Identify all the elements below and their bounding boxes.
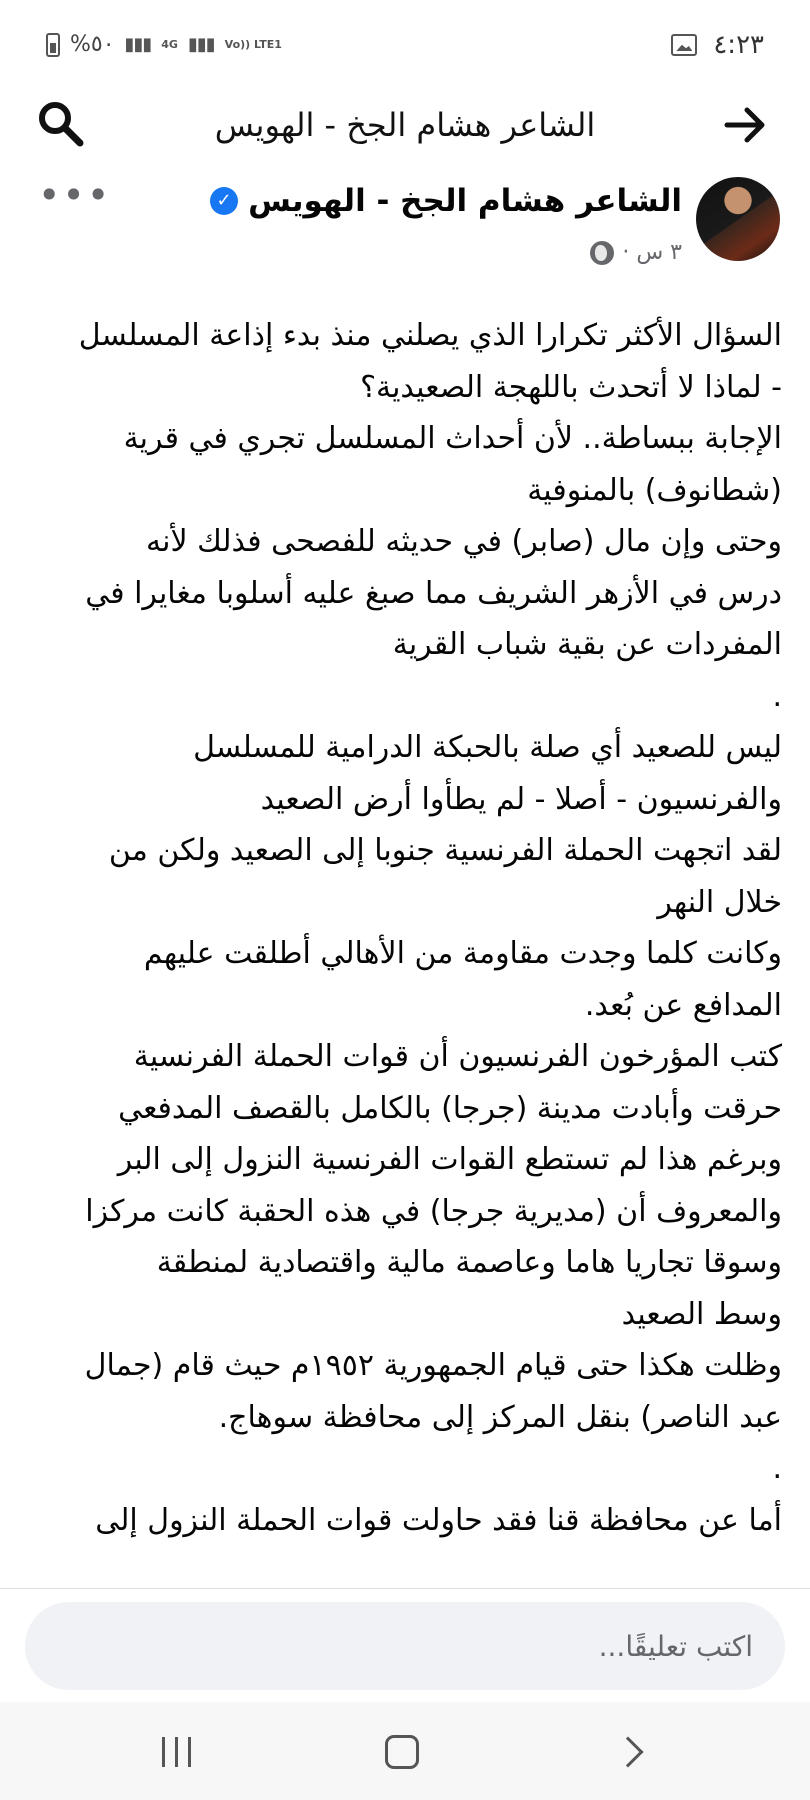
comment-input[interactable] (25, 1602, 785, 1690)
post-line: وبرغم هذا لم تستطع القوات الفرنسية النزول إلى البر (117, 1142, 782, 1177)
battery-icon (46, 33, 60, 57)
globe-icon (590, 241, 614, 265)
lte-indicator: Vo)) LTE1 (224, 37, 282, 51)
post-line: وكانت كلما وجدت مقاومة من الأهالي أطلقت عليهم (143, 936, 782, 971)
post-author[interactable] (210, 180, 682, 222)
post-line: لقد اتجهت الحملة الفرنسية جنوبا إلى الصعيد ولكن من (108, 833, 782, 868)
signal-bars-icon: ▮▮▮ (187, 34, 215, 55)
post-line: المفردات عن بقية شباب القرية (392, 627, 782, 662)
recent-apps-button[interactable] (136, 1730, 216, 1774)
status-left (46, 32, 282, 57)
author-name[interactable]: الشاعر هشام الجخ - الهويس (248, 183, 682, 219)
post-line: كتب المؤرخون الفرنسيون أن قوات الحملة الفرنسية (133, 1039, 782, 1074)
post-line: وسوقا تجاريا هاما وعاصمة مالية واقتصادية لمنطقة (156, 1245, 782, 1280)
post-line: المدافع عن بُعد. (584, 987, 782, 1023)
comment-composer (0, 1588, 810, 1702)
signal-bars-icon: ▮▮▮ (124, 34, 152, 55)
post-meta (590, 240, 682, 265)
post-line: وظلت هكذا حتى قيام الجمهورية ١٩٥٢م حيث قام (جمال (84, 1348, 782, 1383)
verified-icon: ✓ (210, 187, 238, 215)
status-time: ٤:٢٣ (713, 30, 764, 60)
post-line: والمعروف أن (مديرية جرجا) في هذه الحقبة كانت مركزا (85, 1193, 782, 1229)
post-line: خلال النهر (657, 884, 782, 920)
post-line: عبد الناصر) بنقل المركز إلى محافظة سوهاج. (218, 1399, 782, 1435)
network-type: 4G (161, 37, 178, 51)
post-line: درس في الأزهر الشريف مما صبغ عليه أسلوبا مغايرا في (85, 575, 782, 611)
page-header (0, 92, 810, 162)
post-line: السؤال الأكثر تكرارا الذي يصلني منذ بدء إذاعة المسلسل (78, 318, 782, 353)
post-line: . (772, 678, 782, 714)
post-line: (شطانوف) بالمنوفية (527, 472, 782, 508)
status-bar (0, 0, 810, 92)
back-button[interactable] (588, 1730, 668, 1774)
post-time[interactable]: ٣ س · (622, 240, 682, 265)
post-line: والفرنسيون - أصلا - لم يطأوا أرض الصعيد (260, 781, 782, 817)
author-avatar[interactable] (696, 177, 780, 261)
search-icon[interactable] (35, 98, 87, 150)
post-line: الإجابة ببساطة.. لأن أحداث المسلسل تجري في قرية (123, 421, 782, 456)
battery-level: %٥٠ (70, 32, 115, 57)
gallery-icon (671, 34, 697, 56)
post-line: . (772, 1451, 782, 1486)
home-button[interactable] (362, 1730, 442, 1774)
system-navigation-bar (0, 1702, 810, 1800)
post-line: ليس للصعيد أي صلة بالحبكة الدرامية للمسلسل (193, 730, 782, 765)
arrow-right-icon[interactable] (720, 100, 770, 150)
post-line: أما عن محافظة قنا فقد حاولت قوات الحملة النزول إلى (95, 1502, 782, 1538)
post-text (22, 310, 782, 1580)
page-title: الشاعر هشام الجخ - الهويس (214, 106, 596, 144)
status-right (671, 30, 764, 60)
post-line: وحتى وإن مال (صابر) في حديثه للفصحى فذلك لأنه (146, 524, 782, 559)
post-line: - لماذا لا أتحدث باللهجة الصعيدية؟ (360, 369, 782, 405)
more-icon[interactable]: ••• (38, 173, 112, 217)
post-line: حرقت وأبادت مدينة (جرجا) بالكامل بالقصف المدفعي (118, 1090, 782, 1126)
post-line: وسط الصعيد (621, 1296, 782, 1332)
